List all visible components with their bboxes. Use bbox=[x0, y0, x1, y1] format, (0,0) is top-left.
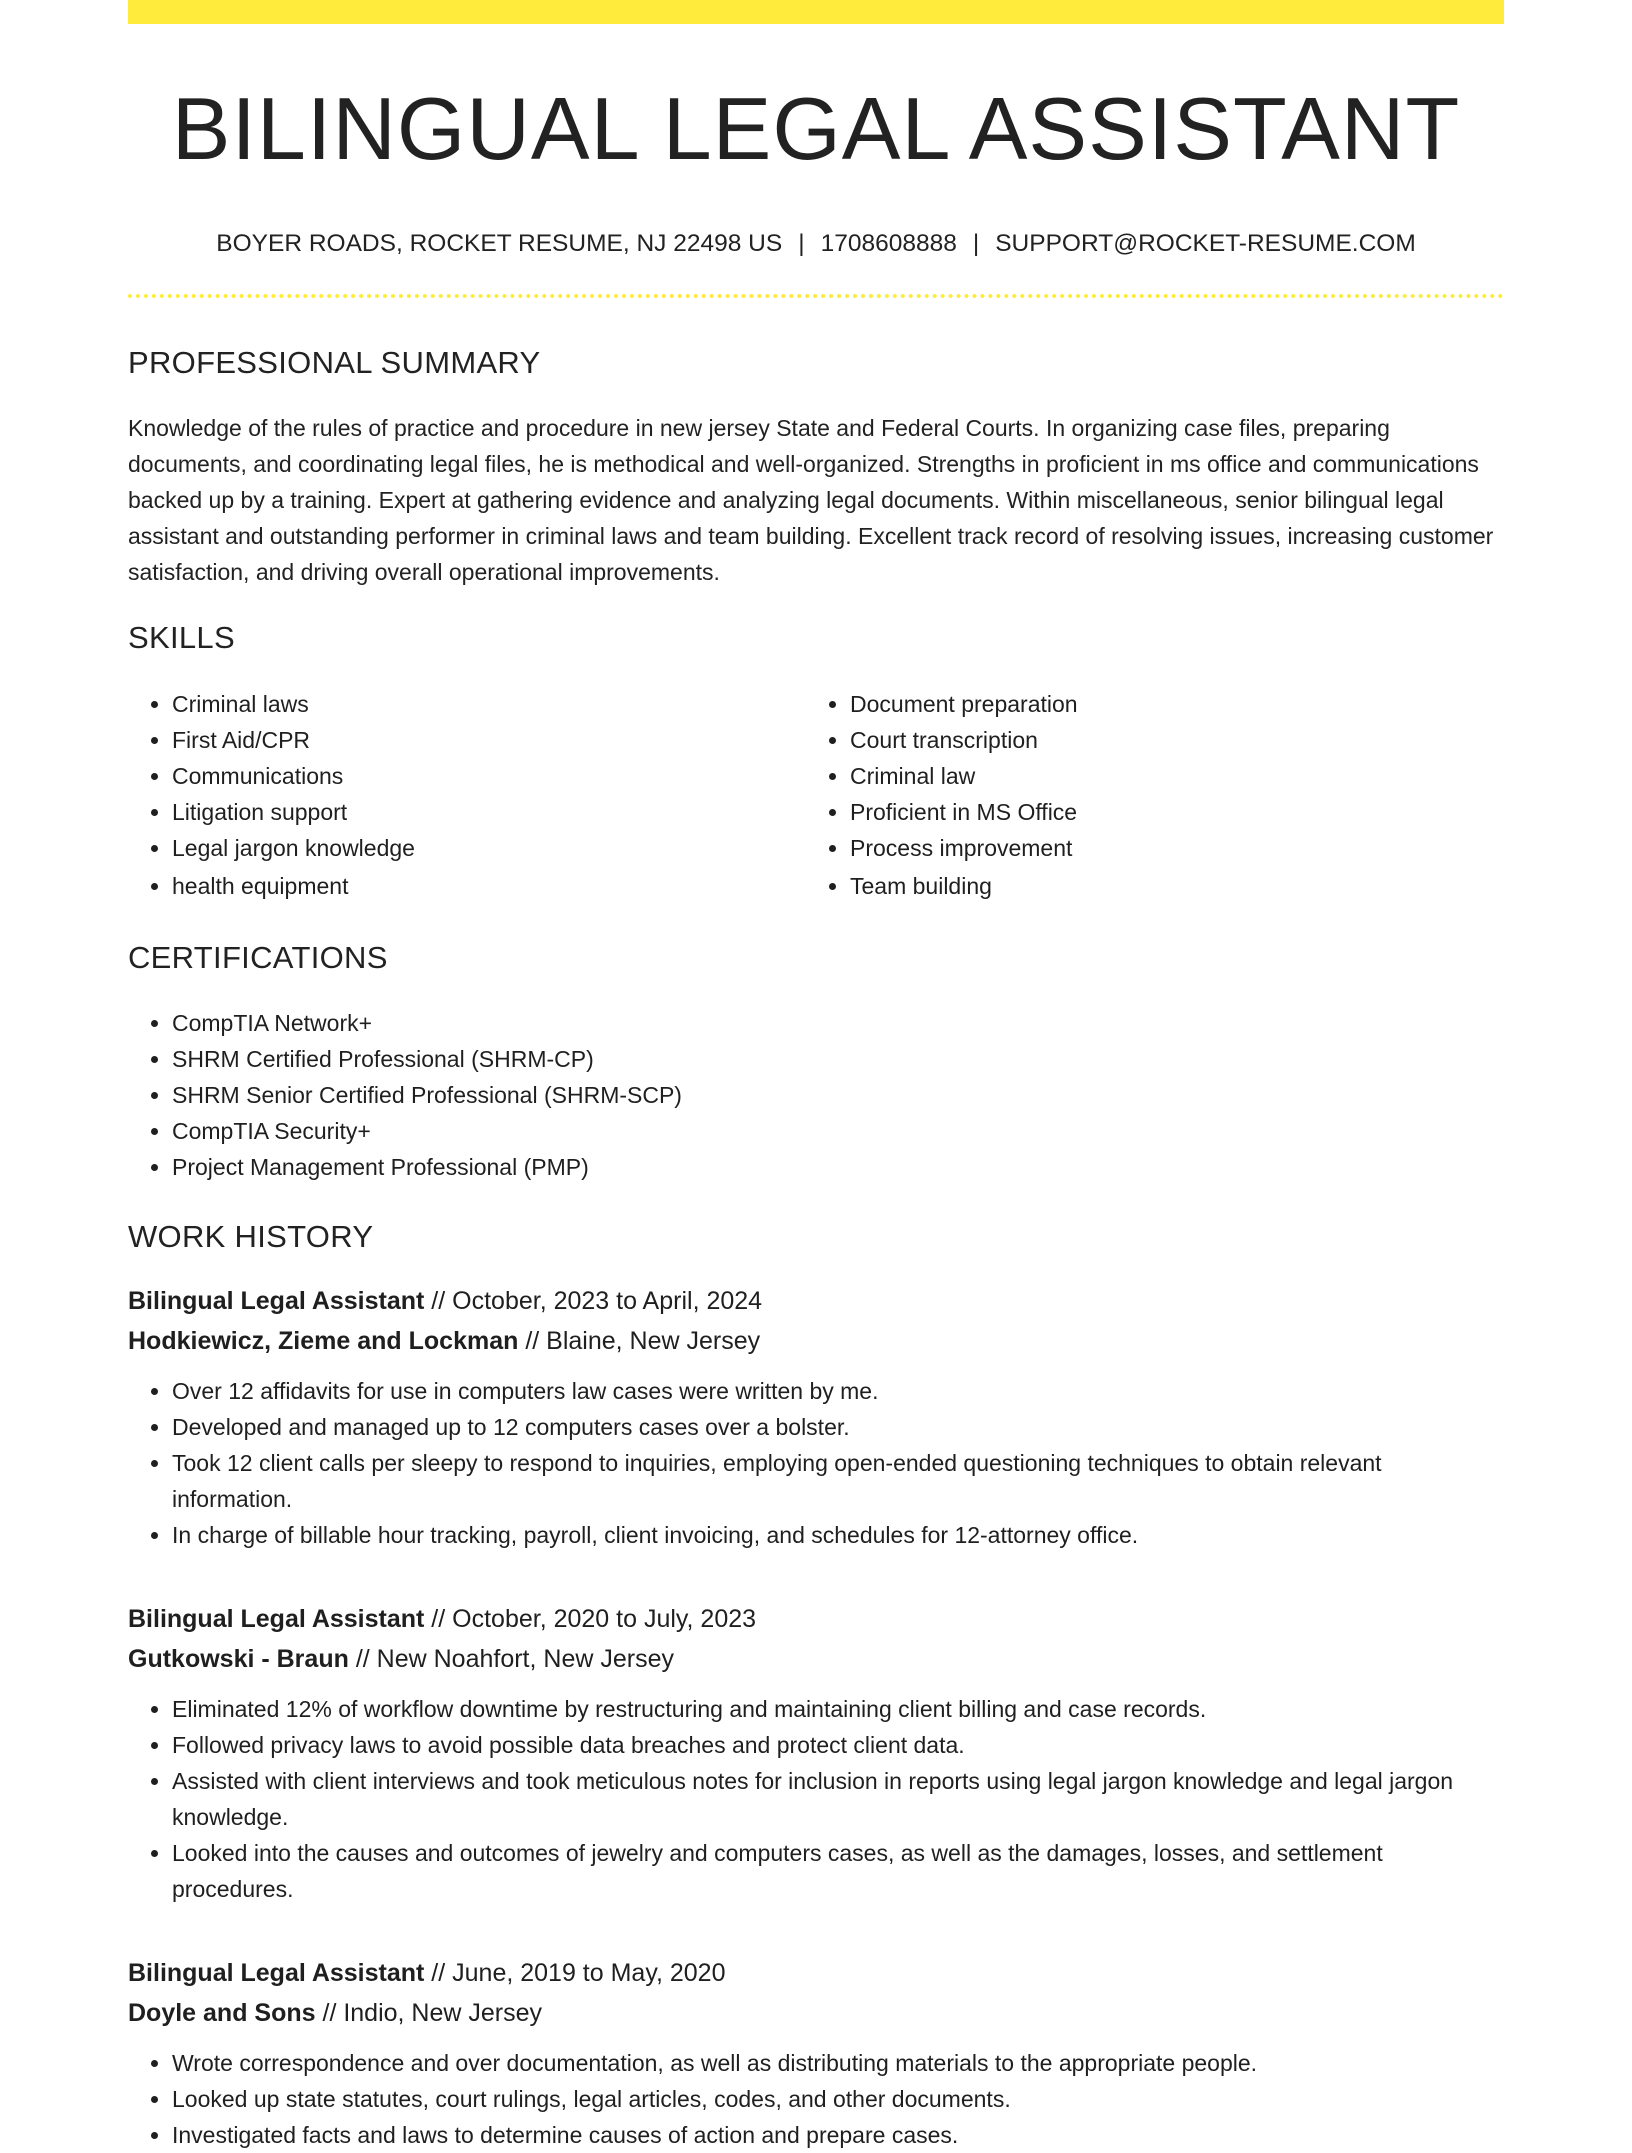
list-item: • Criminal laws bbox=[172, 686, 806, 722]
job-role: Bilingual Legal Assistant bbox=[128, 1604, 425, 1633]
job-dates: // October, 2020 to July, 2023 bbox=[424, 1604, 757, 1633]
list-item: • Document preparation bbox=[850, 686, 1484, 722]
list-item: • Eliminated 12% of workflow downtime by restructuring and maintaining client billing and case records. bbox=[172, 1691, 1504, 1727]
list-item: • health equipment bbox=[172, 868, 806, 904]
list-item: • First Aid/CPR bbox=[172, 722, 806, 758]
list-item: • Criminal law bbox=[850, 758, 1484, 794]
job-entry bbox=[128, 1599, 1504, 1907]
skills-column-left bbox=[128, 686, 806, 904]
list-item: • Assisted with client interviews and took meticulous notes for inclusion in reports using legal jargon knowledge and legal jargon knowledge. bbox=[172, 1763, 1504, 1835]
accent-bar bbox=[128, 0, 1504, 24]
list-item: • Investigated facts and laws to determine causes of action and prepare cases. bbox=[172, 2117, 1504, 2153]
separator: | bbox=[972, 229, 980, 257]
job-location: // New Noahfort, New Jersey bbox=[348, 1644, 674, 1673]
address: BOYER ROADS, ROCKET RESUME, NJ 22498 US bbox=[216, 229, 783, 257]
job-company-line bbox=[128, 1993, 1504, 2033]
job-bullets bbox=[128, 2045, 1504, 2153]
section-title-work-history: WORK HISTORY bbox=[128, 1218, 374, 1254]
certifications-list bbox=[128, 1005, 1504, 1185]
job-bullets bbox=[128, 1373, 1504, 1553]
separator: | bbox=[798, 229, 805, 257]
job-location: // Indio, New Jersey bbox=[315, 1998, 543, 2027]
list-item: • Developed and managed up to 12 computers cases over a bolster. bbox=[172, 1409, 1504, 1445]
section-title-summary: PROFESSIONAL SUMMARY bbox=[128, 344, 541, 380]
phone: 1708608888 bbox=[820, 229, 957, 257]
list-item: • Looked up state statutes, court rulings, legal articles, codes, and other documents. bbox=[172, 2081, 1504, 2117]
email-link[interactable]: SUPPORT@ROCKET-RESUME.COM bbox=[995, 229, 1416, 257]
list-item: • Communications bbox=[172, 758, 806, 794]
contact-line bbox=[128, 230, 1504, 258]
job-company: Doyle and Sons bbox=[128, 1998, 316, 2027]
job-role: Bilingual Legal Assistant bbox=[128, 1286, 425, 1315]
list-item: • In charge of billable hour tracking, payroll, client invoicing, and schedules for 12-attorney office. bbox=[172, 1517, 1504, 1553]
list-item: • Legal jargon knowledge bbox=[172, 830, 806, 866]
job-company: Hodkiewicz, Zieme and Lockman bbox=[128, 1326, 519, 1355]
section-title-certifications: CERTIFICATIONS bbox=[128, 939, 388, 975]
job-bullets bbox=[128, 1691, 1504, 1907]
list-item: • Followed privacy laws to avoid possible data breaches and protect client data. bbox=[172, 1727, 1504, 1763]
job-dates: // October, 2023 to April, 2024 bbox=[424, 1286, 763, 1315]
list-item: • Process improvement bbox=[850, 830, 1484, 866]
skills-columns bbox=[128, 686, 1504, 904]
section-title-skills: SKILLS bbox=[128, 619, 235, 655]
list-item: • SHRM Certified Professional (SHRM-CP) bbox=[172, 1041, 1504, 1077]
list-item: • Took 12 client calls per sleepy to respond to inquiries, employing open-ended questioning techniques to obtain relevant information. bbox=[172, 1445, 1504, 1517]
job-title-line bbox=[128, 1281, 1504, 1321]
list-item: • Team building bbox=[850, 868, 1484, 904]
job-company: Gutkowski - Braun bbox=[128, 1644, 349, 1673]
list-item: • SHRM Senior Certified Professional (SHRM-SCP) bbox=[172, 1077, 1504, 1113]
work-history bbox=[128, 1281, 1504, 2153]
list-item: • Over 12 affidavits for use in computers law cases were written by me. bbox=[172, 1373, 1504, 1409]
job-entry bbox=[128, 1953, 1504, 2153]
skills-column-right bbox=[806, 686, 1484, 904]
list-item: • Proficient in MS Office bbox=[850, 794, 1484, 830]
summary-text: Knowledge of the rules of practice and procedure in new jersey State and Federal Courts. In organizing case files, preparing documents, and coordinating legal files, he is methodical and well-organized. Strengths in proficient in ms office and communications backed up by a training. Expert at gathering evidence and analyzing legal documents. Within miscellaneous, senior bilingual legal assistant and outstanding performer in criminal laws and team building. Excellent track record of resolving issues, increasing customer satisfaction, and driving overall operational improvements. bbox=[128, 414, 1494, 585]
list-item: • CompTIA Security+ bbox=[172, 1113, 1504, 1149]
list-item: • Looked into the causes and outcomes of jewelry and computers cases, as well as the damages, losses, and settlement procedures. bbox=[172, 1835, 1504, 1907]
list-item: • Court transcription bbox=[850, 722, 1484, 758]
job-title-line bbox=[128, 1599, 1504, 1639]
job-title-line bbox=[128, 1953, 1504, 1993]
list-item: • Litigation support bbox=[172, 794, 806, 830]
list-item: • Wrote correspondence and over documentation, as well as distributing materials to the appropriate people. bbox=[172, 2045, 1504, 2081]
resume-title: BILINGUAL LEGAL ASSISTANT bbox=[171, 79, 1461, 178]
resume-page bbox=[128, 0, 1504, 2153]
job-location: // Blaine, New Jersey bbox=[518, 1326, 761, 1355]
list-item: • CompTIA Network+ bbox=[172, 1005, 1504, 1041]
job-role: Bilingual Legal Assistant bbox=[128, 1958, 425, 1987]
list-item: • Project Management Professional (PMP) bbox=[172, 1149, 1504, 1185]
dotted-divider bbox=[128, 294, 1504, 298]
skills-list-right bbox=[806, 686, 1484, 904]
job-company-line bbox=[128, 1639, 1504, 1679]
job-dates: // June, 2019 to May, 2020 bbox=[424, 1958, 726, 1987]
skills-list-left bbox=[128, 686, 806, 904]
job-entry bbox=[128, 1281, 1504, 1553]
job-company-line bbox=[128, 1321, 1504, 1361]
